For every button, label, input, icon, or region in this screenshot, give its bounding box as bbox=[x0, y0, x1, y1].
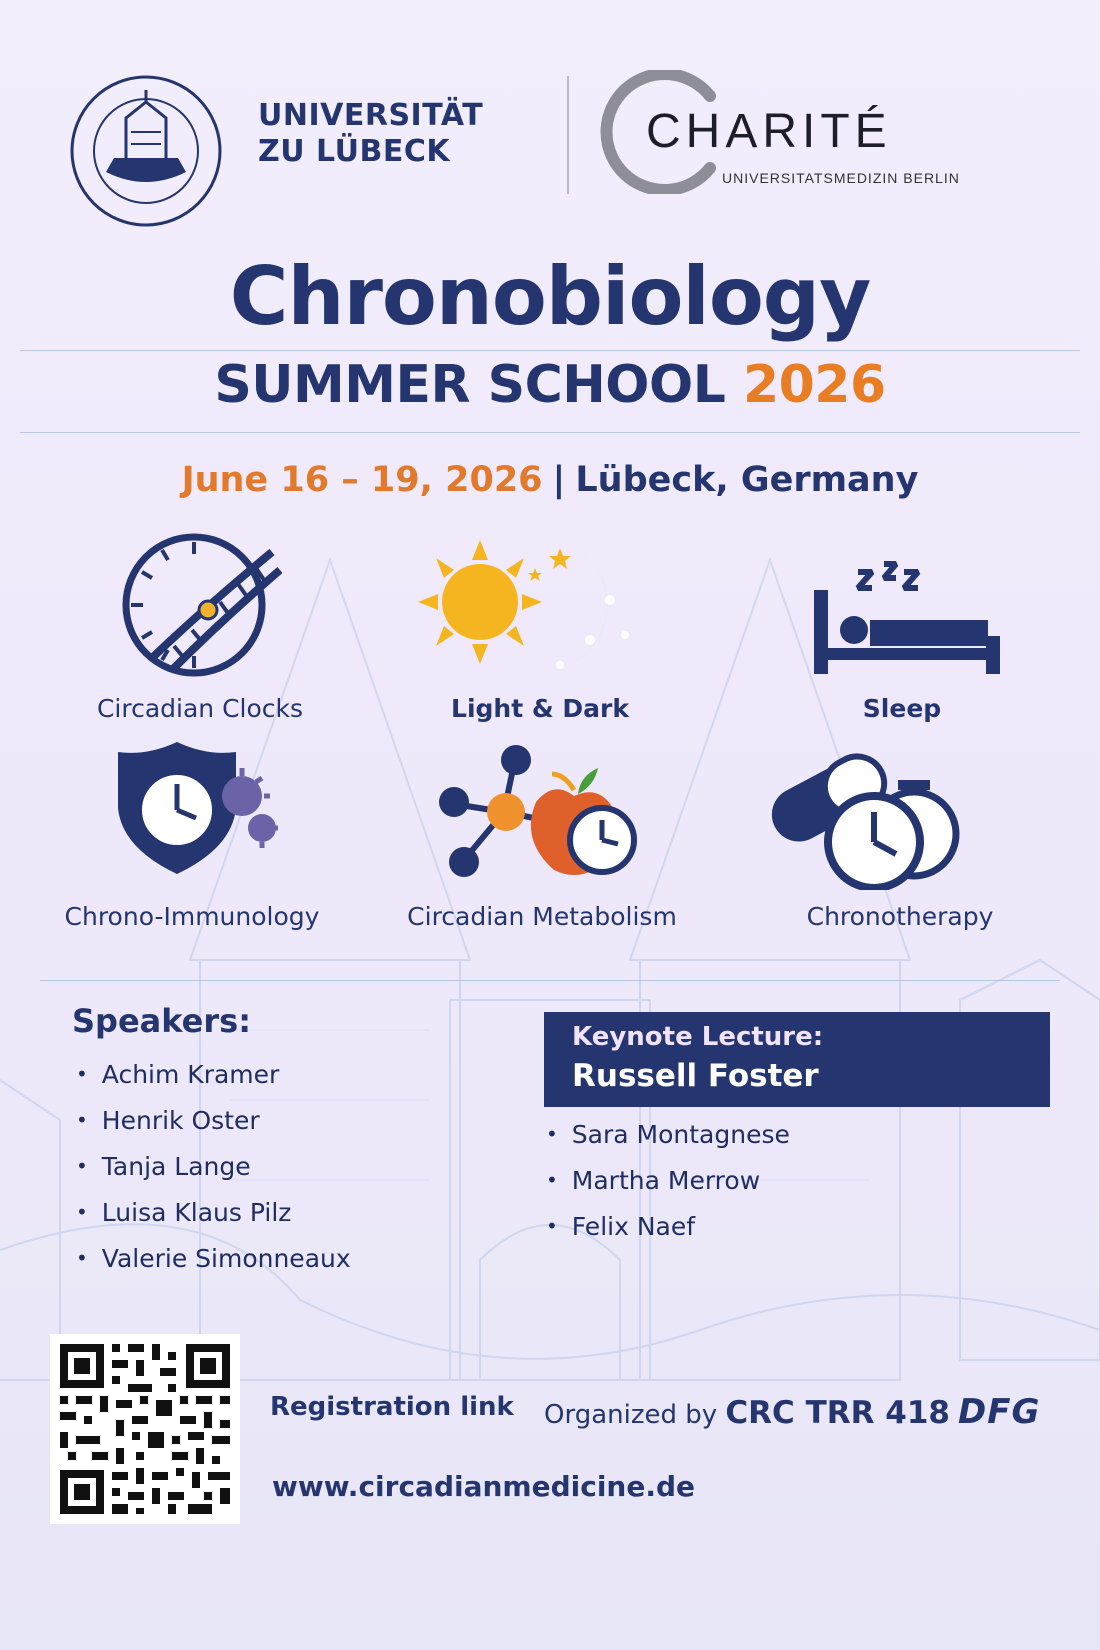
university-name bbox=[258, 98, 483, 170]
topic-circadian-metabolism: Circadian Metabolism bbox=[407, 902, 677, 931]
subtitle-main: SUMMER SCHOOL bbox=[214, 355, 726, 415]
title-rule-bottom bbox=[20, 432, 1080, 433]
topic-light-dark: Light & Dark bbox=[451, 694, 629, 723]
speaker-item: • Sara Montagnese bbox=[546, 1112, 790, 1158]
topic-circadian-clocks: Circadian Clocks bbox=[96, 694, 304, 723]
speaker-item: • Henrik Oster bbox=[76, 1098, 351, 1144]
speakers-list-left bbox=[76, 1052, 351, 1282]
date-location-separator: | bbox=[552, 460, 566, 500]
university-seal-logo bbox=[66, 72, 226, 230]
sun-moon-icon bbox=[410, 540, 660, 680]
topic-chrono-immunology: Chrono-Immunology bbox=[64, 902, 320, 931]
charite-subtitle: UNIVERSITATSMEDIZIN BERLIN bbox=[722, 170, 960, 186]
shield-clock-icon bbox=[112, 738, 282, 878]
keynote-box bbox=[544, 1012, 1050, 1107]
registration-link[interactable]: Registration link bbox=[270, 1392, 514, 1422]
topic-chronotherapy: Chronotherapy bbox=[806, 902, 994, 931]
molecule-apple-clock-icon bbox=[424, 740, 644, 890]
keynote-label: Keynote Lecture: bbox=[572, 1022, 824, 1052]
event-subtitle bbox=[0, 355, 1100, 415]
speaker-item: • Luisa Klaus Pilz bbox=[76, 1190, 351, 1236]
organized-by-label: Organized by bbox=[544, 1400, 718, 1430]
event-dates: June 16 – 19, 2026 bbox=[181, 460, 543, 500]
speaker-item: • Valerie Simonneaux bbox=[76, 1236, 351, 1282]
title-rule-top bbox=[20, 350, 1080, 351]
university-name-line2: ZU LÜBECK bbox=[258, 134, 451, 169]
organizer-line bbox=[544, 1395, 950, 1431]
clock-dna-icon bbox=[112, 530, 282, 680]
event-title: Chronobiology bbox=[229, 250, 871, 343]
subtitle-year: 2026 bbox=[742, 355, 886, 415]
speakers-list-right bbox=[546, 1112, 790, 1250]
speaker-item: • Tanja Lange bbox=[76, 1144, 351, 1190]
topic-sleep: Sleep bbox=[862, 694, 942, 723]
speakers-heading: Speakers: bbox=[72, 1002, 251, 1040]
event-location: Lübeck, Germany bbox=[575, 460, 919, 500]
registration-qr-code[interactable] bbox=[50, 1334, 240, 1524]
charite-name: CHARITÉ bbox=[646, 105, 892, 158]
event-date-location bbox=[0, 460, 1100, 500]
university-name-line1: UNIVERSITÄT bbox=[258, 98, 484, 133]
section-rule bbox=[40, 980, 1060, 981]
pill-clock-icon bbox=[764, 750, 974, 890]
logo-divider bbox=[567, 76, 569, 194]
sleep-bed-icon bbox=[812, 550, 1002, 680]
website-url[interactable]: www.circadianmedicine.de bbox=[272, 1470, 696, 1503]
dfg-logo: DFG bbox=[958, 1392, 1041, 1432]
speaker-item: • Achim Kramer bbox=[76, 1052, 351, 1098]
keynote-speaker: Russell Foster bbox=[572, 1058, 819, 1094]
speaker-item: • Martha Merrow bbox=[546, 1158, 790, 1204]
organizer-name: CRC TRR 418 bbox=[725, 1395, 950, 1431]
speaker-item: • Felix Naef bbox=[546, 1204, 790, 1250]
